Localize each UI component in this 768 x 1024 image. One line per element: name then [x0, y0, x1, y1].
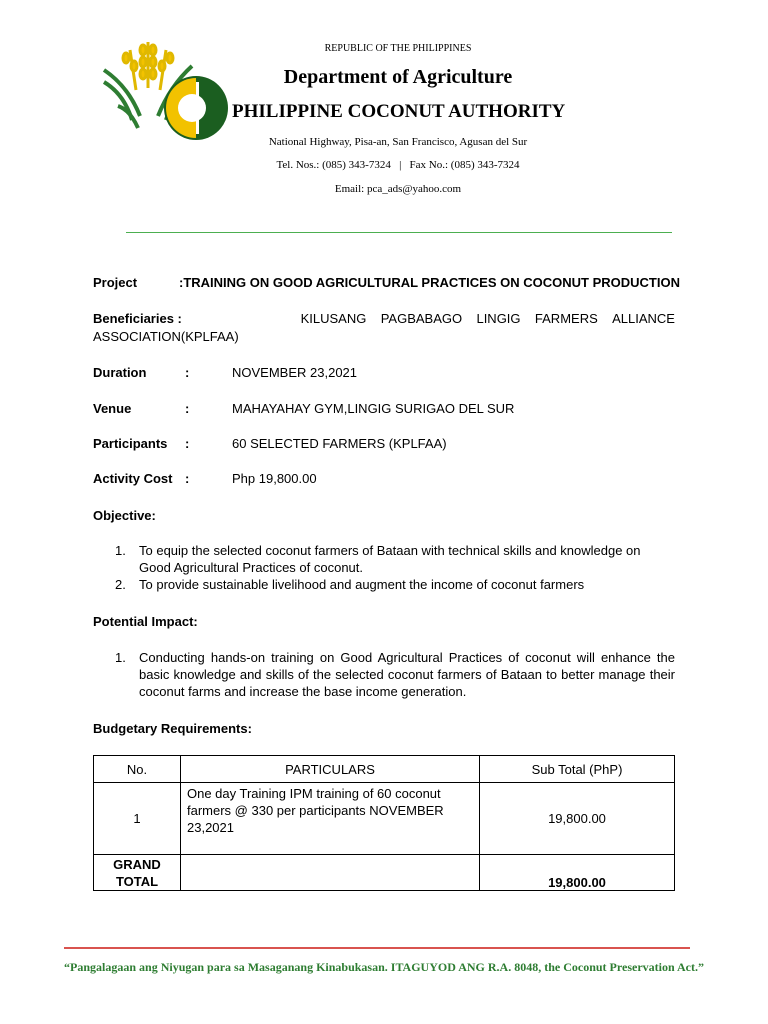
cost-label: Activity Cost — [93, 471, 173, 486]
venue-value: MAHAYAHAY GYM,LINGIG SURIGAO DEL SUR — [232, 401, 515, 416]
cost-colon: : — [185, 471, 190, 486]
grand-total-label: GRAND TOTAL — [94, 855, 181, 891]
agency-email: Email: pca_ads@yahoo.com — [334, 183, 462, 195]
objective-heading: Objective: — [93, 508, 156, 523]
cell-no: 1 — [94, 783, 181, 855]
list-item — [93, 576, 675, 593]
budget-heading: Budgetary Requirements: — [93, 721, 252, 736]
budget-table — [93, 755, 675, 891]
table-row — [94, 783, 675, 855]
beneficiaries-word: ALLIANCE — [612, 311, 675, 326]
duration-colon: : — [185, 365, 190, 380]
project-row — [93, 275, 683, 290]
beneficiaries-row — [93, 311, 675, 326]
list-number: 1. — [115, 543, 126, 558]
table-header-row — [94, 756, 675, 783]
cell-particulars: One day Training IPM training of 60 coconut farmers @ 330 per participants NOVEMBER 23,2021 — [181, 783, 480, 855]
list-item — [93, 542, 675, 576]
venue-label: Venue — [93, 401, 132, 416]
list-number: 2. — [115, 577, 126, 592]
beneficiaries-label: Beneficiaries : — [93, 311, 182, 326]
participants-colon: : — [185, 436, 190, 451]
republic-line: REPUBLIC OF THE PHILIPPINES — [324, 43, 472, 54]
list-text: To provide sustainable livelihood and augment the income of coconut farmers — [139, 577, 585, 592]
duration-label: Duration — [93, 365, 147, 380]
department-title: Department of Agriculture — [283, 66, 513, 88]
venue-colon: : — [185, 401, 190, 416]
objective-list — [93, 542, 675, 593]
impact-heading: Potential Impact: — [93, 614, 198, 629]
pca-logo — [100, 36, 232, 148]
beneficiaries-word: KILUSANG — [300, 311, 367, 326]
footer-motto: “Pangalagaan ang Niyugan para sa Masaganang Kinabukasan. ITAGUYOD ANG R.A. 8048, the Coconut Preservation Act.” — [64, 960, 704, 974]
list-number: 1. — [115, 650, 126, 665]
header-divider — [126, 232, 672, 233]
project-label: Project — [93, 275, 138, 290]
beneficiaries-value-cont: ASSOCIATION(KPLFAA) — [93, 329, 239, 344]
beneficiaries-word: LINGIG — [476, 311, 521, 326]
agency-title: PHILIPPINE COCONUT AUTHORITY — [232, 101, 566, 122]
grand-total-value: 19,800.00 — [480, 855, 675, 891]
agency-phone: Tel. Nos.: (085) 343-7324 | Fax No.: (085) 343-7324 — [276, 159, 520, 171]
list-text: Conducting hands-on training on Good Agricultural Practices of coconut will enhance the basic knowledge and skills of the selected coconut farmers of Bataan to better manage their coconut farms and increase the base income generation. — [139, 650, 675, 699]
footer-divider — [64, 947, 690, 949]
impact-list — [93, 649, 675, 700]
cost-value: Php 19,800.00 — [232, 471, 317, 486]
list-text: To equip the selected coconut farmers of Bataan with technical skills and knowledge on Good Agricultural Practices of coconut. — [139, 543, 641, 575]
col-header-particulars: PARTICULARS — [181, 756, 480, 783]
col-header-no: No. — [94, 756, 181, 783]
list-item — [93, 649, 675, 700]
duration-value: NOVEMBER 23,2021 — [232, 365, 358, 380]
participants-value: 60 SELECTED FARMERS (KPLFAA) — [232, 436, 447, 451]
beneficiaries-word: PAGBABAGO — [380, 311, 463, 326]
cell-subtotal: 19,800.00 — [480, 783, 675, 855]
participants-label: Participants — [93, 436, 168, 451]
project-value: :TRAINING ON GOOD AGRICULTURAL PRACTICES ON COCONUT PRODUCTION — [179, 275, 680, 290]
beneficiaries-word: FARMERS — [534, 311, 598, 326]
agency-address: National Highway, Pisa-an, San Francisco, Agusan del Sur — [268, 136, 528, 148]
grand-total-row — [94, 855, 675, 891]
col-header-subtotal: Sub Total (PhP) — [480, 756, 675, 783]
grand-total-empty — [181, 855, 480, 891]
